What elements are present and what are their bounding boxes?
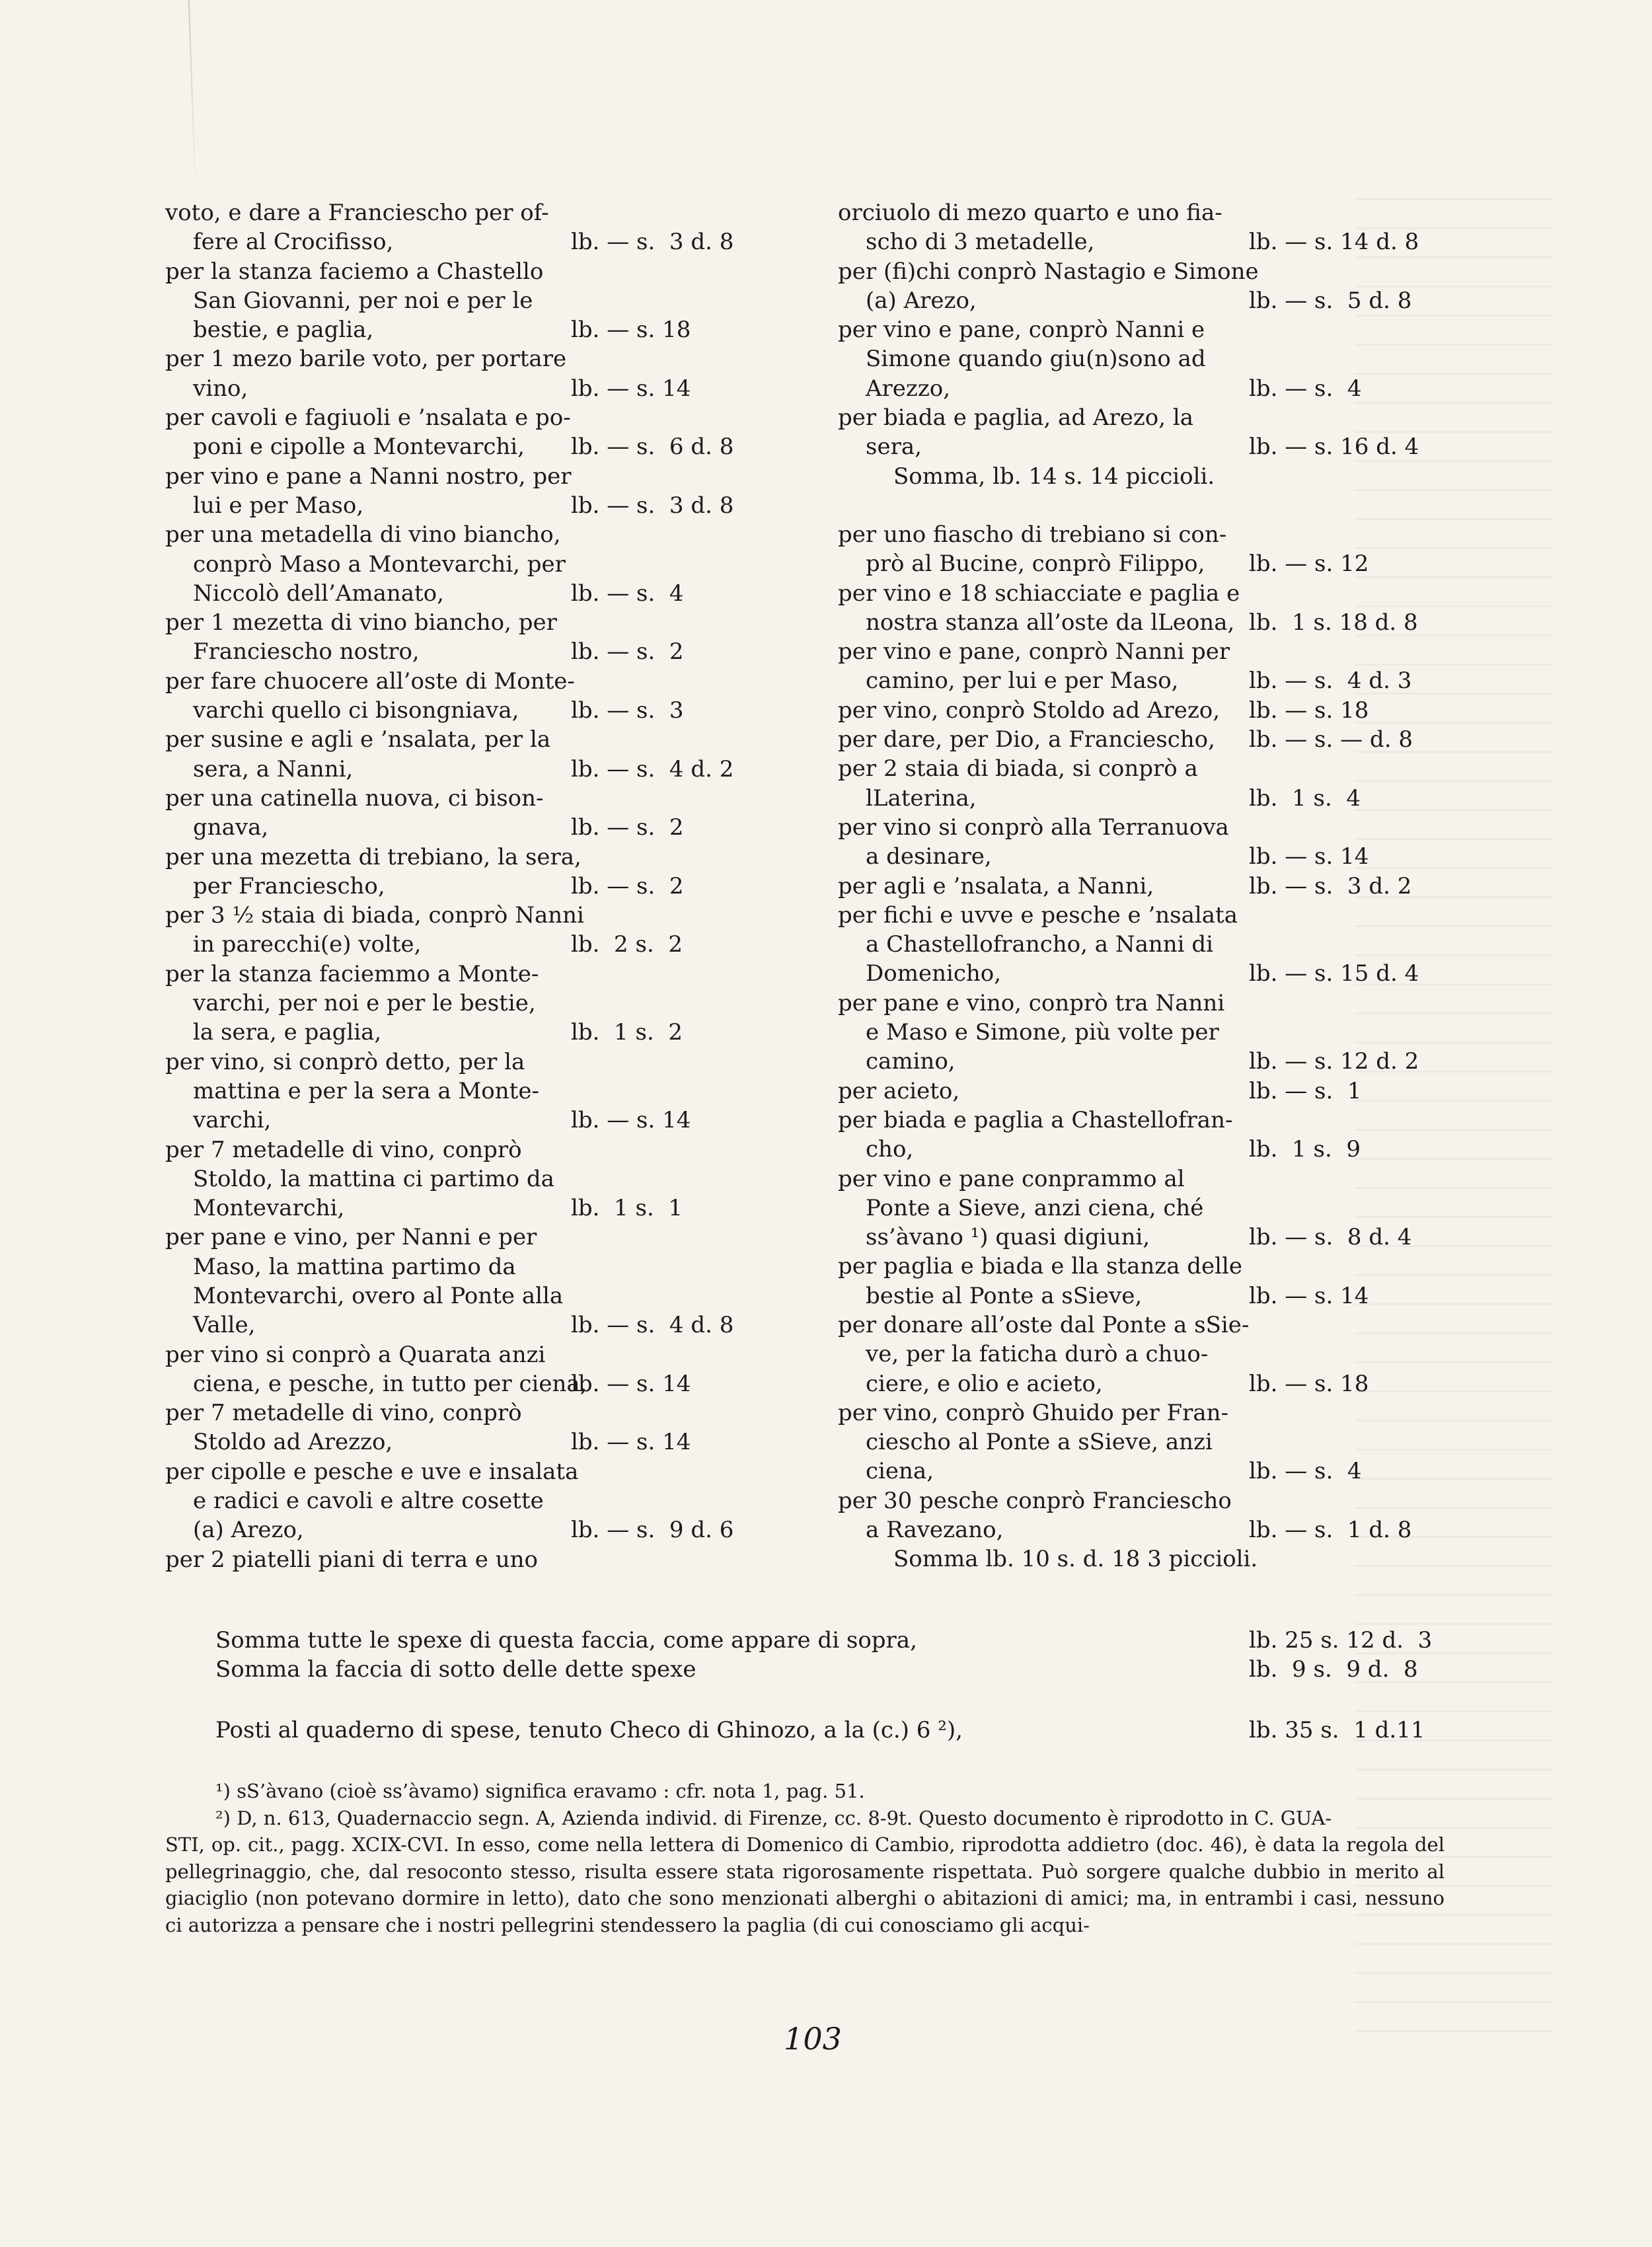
entry-line: per pane e vino, per Nanni e per xyxy=(165,1224,537,1251)
entry-line: camino, xyxy=(866,1048,956,1075)
entry-line: per biada e paglia a Chastellofran- xyxy=(838,1106,1233,1133)
entry-line: vino, xyxy=(193,375,248,402)
entry-amount: lb. — s. 14 xyxy=(571,375,691,402)
entry-line: mattina e per la sera a Monte- xyxy=(193,1077,539,1104)
expense-entry xyxy=(838,872,1499,901)
expense-entry xyxy=(165,462,833,521)
entry-amount: lb. — s. 4 xyxy=(571,580,684,607)
expense-entry xyxy=(165,725,833,784)
expense-entry xyxy=(838,1311,1499,1398)
entry-line: per 7 metadelle di vino, conprò xyxy=(165,1400,522,1427)
expense-entry xyxy=(838,579,1499,638)
expense-entry xyxy=(838,315,1499,403)
entry-line: bestie al Ponte a sSieve, xyxy=(866,1282,1143,1309)
entry-line: (a) Arezo, xyxy=(866,287,977,314)
expense-entry xyxy=(838,257,1499,316)
entry-line: per 1 mezo barile voto, per portare xyxy=(165,346,567,373)
expense-entry xyxy=(838,1164,1499,1252)
subtotal-entry xyxy=(838,462,1499,491)
entry-line: Arezzo, xyxy=(866,375,951,402)
entry-line: per vino e 18 schiacciate e paglia e xyxy=(838,580,1240,607)
expense-entry xyxy=(838,637,1499,696)
entry-line: voto, e dare a Franciescho per of- xyxy=(165,200,549,226)
entry-amount: lb. — s. 2 xyxy=(571,638,684,666)
expense-entry xyxy=(838,198,1499,257)
total-page-below-amount: lb. 9 s. 9 d. 8 xyxy=(1249,1656,1418,1683)
expense-entry xyxy=(165,1340,833,1399)
entry-line: Domenicho, xyxy=(866,960,1002,987)
entry-amount: lb. — s. 4 d. 2 xyxy=(571,755,734,782)
expense-entry xyxy=(165,1223,833,1340)
entry-line: ss’àvano ¹) quasi digiuni, xyxy=(866,1224,1150,1251)
entry-amount: lb. — s. 18 xyxy=(571,317,691,344)
entry-amount: lb. — s. 3 d. 8 xyxy=(571,229,734,256)
entry-line: per 7 metadelle di vino, conprò xyxy=(165,1136,522,1163)
expense-entry xyxy=(165,1047,833,1135)
entry-line: Montevarchi, overo al Ponte alla xyxy=(193,1282,564,1309)
entry-line: per pane e vino, conprò tra Nanni xyxy=(838,989,1225,1016)
entry-line: Somma lb. 10 s. d. 18 3 piccioli. xyxy=(893,1546,1258,1573)
entry-line: per acieto, xyxy=(838,1077,960,1104)
entry-amount: lb. — s. 14 xyxy=(571,1370,691,1397)
total-this-page-amount: lb. 25 s. 12 d. 3 xyxy=(1249,1627,1433,1654)
posted-total-amount: lb. 35 s. 1 d.11 xyxy=(1249,1717,1425,1743)
entry-line: poni e cipolle a Montevarchi, xyxy=(193,434,525,461)
entry-amount: lb. — s. 14 xyxy=(571,1107,691,1134)
entry-amount: lb. — s. 3 d. 8 xyxy=(571,492,734,519)
entry-line: Somma, lb. 14 s. 14 piccioli. xyxy=(893,463,1215,490)
entry-amount: lb. — s. 1 d. 8 xyxy=(1249,1517,1412,1544)
entry-line: per 30 pesche conprò Franciescho xyxy=(838,1487,1232,1514)
expense-entry xyxy=(165,784,833,843)
entry-amount: lb. — s. 18 xyxy=(1249,1370,1369,1397)
entry-line: a desinare, xyxy=(866,843,992,870)
entry-amount: lb. — s. 12 d. 2 xyxy=(1249,1048,1419,1075)
entry-line: per dare, per Dio, a Franciescho, xyxy=(838,726,1215,753)
entry-line: per agli e ’nsalata, a Nanni, xyxy=(838,872,1154,899)
expense-entry xyxy=(165,403,833,462)
entry-line: per paglia e biada e lla stanza delle xyxy=(838,1253,1243,1280)
entry-line: ciena, xyxy=(866,1458,934,1485)
entry-line: ciere, e olio e acieto, xyxy=(866,1370,1103,1397)
entry-line: nostra stanza all’oste da lLeona, xyxy=(866,609,1235,636)
entry-line: per (fi)chi conprò Nastagio e Simone xyxy=(838,258,1259,285)
expense-entry xyxy=(838,813,1499,872)
entry-line: per uno fiascho di trebiano si con- xyxy=(838,521,1227,548)
entry-line: lLaterina, xyxy=(866,784,977,812)
entry-line: per 2 piatelli piani di terra e uno xyxy=(165,1546,539,1573)
entry-line: Franciescho nostro, xyxy=(193,638,420,666)
entry-line: per una metadella di vino biancho, xyxy=(165,521,561,549)
entry-amount: lb. — s. 14 xyxy=(1249,843,1369,870)
entry-line: Stoldo, la mattina ci partimo da xyxy=(193,1165,554,1192)
expense-entry xyxy=(165,960,833,1047)
posted-total-line xyxy=(215,1716,1442,1745)
entry-amount: lb. — s. 2 xyxy=(571,814,684,841)
entry-amount: lb. — s. 9 d. 6 xyxy=(571,1517,734,1544)
entry-line: per vino si conprò a Quarata anzi xyxy=(165,1341,546,1368)
posted-total-label: Posti al quaderno di spese, tenuto Checo di Ghinozo, a la (c.) 6 ²), xyxy=(215,1717,963,1743)
entry-line: per 3 ½ staia di biada, conprò Nanni xyxy=(165,902,584,929)
expense-entry xyxy=(838,989,1499,1077)
entry-line: Valle, xyxy=(193,1312,256,1339)
entry-line: ciena, e pesche, in tutto per ciena, xyxy=(193,1370,587,1397)
entry-amount: lb. — s. 14 d. 8 xyxy=(1249,229,1419,256)
expense-entry xyxy=(838,403,1499,462)
entry-line: per Franciescho, xyxy=(193,872,385,899)
entry-line: per 2 staia di biada, si conprò a xyxy=(838,755,1198,782)
expense-entry xyxy=(838,725,1499,754)
expense-entry xyxy=(838,754,1499,813)
expense-entry xyxy=(165,901,833,960)
entry-line: Ponte a Sieve, anzi ciena, ché xyxy=(866,1194,1204,1221)
entry-amount: lb. — s. 4 xyxy=(1249,1458,1362,1485)
entry-line: e Maso e Simone, più volte per xyxy=(866,1019,1219,1046)
entry-line: per vino e pane a Nanni nostro, per xyxy=(165,463,572,490)
entry-line: sera, a Nanni, xyxy=(193,755,354,782)
expense-entry xyxy=(838,1077,1499,1106)
entry-line: (a) Arezo, xyxy=(193,1517,304,1544)
expense-entry xyxy=(165,1545,833,1574)
expense-entry xyxy=(838,1252,1499,1311)
entry-line: fere al Crocifisso, xyxy=(193,229,394,256)
entry-line: cho, xyxy=(866,1136,914,1163)
entry-line: per 1 mezetta di vino biancho, per xyxy=(165,609,557,636)
entry-line: varchi, per noi e per le bestie, xyxy=(193,990,536,1017)
entry-amount: lb. — s. — d. 8 xyxy=(1249,726,1413,753)
entry-amount: lb. 2 s. 2 xyxy=(571,931,683,958)
entry-line: per cavoli e fagiuoli e ’nsalata e po- xyxy=(165,404,571,432)
total-this-page-label: Somma tutte le spexe di questa faccia, come appare di sopra, xyxy=(215,1627,917,1654)
entry-line: varchi quello ci bisongniava, xyxy=(193,697,519,724)
entry-amount: lb. — s. 8 d. 4 xyxy=(1249,1224,1412,1251)
entry-line: conprò Maso a Montevarchi, per xyxy=(193,551,566,578)
entry-line: per la stanza faciemo a Chastello xyxy=(165,258,544,285)
entry-line: per una catinella nuova, ci bison- xyxy=(165,784,544,812)
entry-amount: lb. — s. 4 xyxy=(1249,375,1362,402)
entry-amount: lb. — s. 14 xyxy=(1249,1282,1369,1309)
entry-line: per una mezetta di trebiano, la sera, xyxy=(165,843,582,870)
expense-entry xyxy=(165,667,833,726)
entry-line: ciescho al Ponte a sSieve, anzi xyxy=(866,1429,1213,1456)
entry-line: lui e per Maso, xyxy=(193,492,364,519)
expense-entry xyxy=(165,520,833,608)
footnote-2-continuation: STI, op. cit., pagg. XCIX-CVI. In esso, come nella lettera di Domenico di Cambio, riprodotta addietro (doc. 46), è data la regola del pellegrinaggio, che, dal resoconto stesso, risulta essere stata rigorosamente rispettata. Può sorgere qualche dubbio in merito al giaciglio (non potevano dormire in letto), dato che sono menzionati alberghi o abitazioni di amici; ma, in entrambi i casi, nessuno ci autorizza a pensare che i nostri pellegrini stendessero la paglia (di cui conosciamo gli acqui- xyxy=(165,1833,1445,1936)
entry-line: per vino, conprò Ghuido per Fran- xyxy=(838,1399,1229,1426)
expense-entry xyxy=(165,1135,833,1223)
entry-line: per la stanza faciemmo a Monte- xyxy=(165,960,539,987)
entry-amount: lb. 1 s. 1 xyxy=(571,1195,683,1222)
entry-line: prò al Bucine, conprò Filippo, xyxy=(866,551,1205,578)
entry-line: per donare all’oste dal Ponte a sSie- xyxy=(838,1311,1250,1338)
expense-entry xyxy=(165,344,833,403)
entry-line: Stoldo ad Arezzo, xyxy=(193,1429,393,1456)
entry-line: per vino e pane, conprò Nanni per xyxy=(838,638,1230,666)
entry-amount: lb. — s. 4 d. 3 xyxy=(1249,667,1412,695)
entry-line: la sera, e paglia, xyxy=(193,1019,382,1046)
entry-line: gnava, xyxy=(193,814,269,841)
entry-line: bestie, e paglia, xyxy=(193,317,374,344)
expense-entry xyxy=(165,1398,833,1457)
expense-entry xyxy=(838,901,1499,989)
entry-line: in parecchi(e) volte, xyxy=(193,931,422,958)
entry-line: Niccolò dell’Amanato, xyxy=(193,580,444,607)
expense-entry xyxy=(165,608,833,667)
entry-line: varchi, xyxy=(193,1107,272,1134)
total-page-below-line xyxy=(215,1655,1442,1684)
entry-amount: lb. — s. 14 xyxy=(571,1429,691,1456)
expense-column-left xyxy=(165,198,833,1574)
entry-line: Simone quando giu(n)sono ad xyxy=(866,346,1206,373)
page-number: 103 xyxy=(784,2021,842,2057)
entry-line: camino, per lui e per Maso, xyxy=(866,667,1179,695)
footnote-2-first-line: ²) D, n. 613, Quadernaccio segn. A, Azienda individ. di Firenze, cc. 8-9t. Questo documento è riprodotto in C. GUA- xyxy=(215,1806,1332,1829)
expense-entry xyxy=(165,198,833,257)
entry-line: per cipolle e pesche e uve e insalata xyxy=(165,1458,579,1485)
entry-line: sera, xyxy=(866,434,922,461)
entry-line: per susine e agli e ’nsalata, per la xyxy=(165,726,551,753)
expense-entry xyxy=(165,843,833,901)
expense-entry xyxy=(838,1398,1499,1486)
expense-column-right xyxy=(838,198,1499,1574)
entry-amount: lb. — s. 12 xyxy=(1249,551,1369,578)
total-page-below-label: Somma la faccia di sotto delle dette spexe xyxy=(215,1656,696,1683)
entry-amount: lb. — s. 6 d. 8 xyxy=(571,434,734,461)
entry-line: ve, per la faticha durò a chuo- xyxy=(866,1341,1209,1368)
entry-amount: lb. — s. 15 d. 4 xyxy=(1249,960,1419,987)
entry-line: per fichi e uvve e pesche e ’nsalata xyxy=(838,901,1238,929)
entry-line: per vino, si conprò detto, per la xyxy=(165,1048,525,1075)
entry-amount: lb. — s. 4 d. 8 xyxy=(571,1312,734,1339)
entry-amount: lb. — s. 3 d. 2 xyxy=(1249,872,1412,899)
entry-line: per biada e paglia, ad Arezo, la xyxy=(838,404,1193,432)
entry-line: a Ravezano, xyxy=(866,1517,1004,1544)
expense-entry xyxy=(838,1486,1499,1545)
expense-entry xyxy=(838,696,1499,725)
entry-line: per vino, conprò Stoldo ad Arezo, xyxy=(838,697,1220,724)
expense-entry xyxy=(838,520,1499,579)
entry-line: orciuolo di mezo quarto e uno fia- xyxy=(838,200,1222,226)
entry-amount: lb. 1 s. 18 d. 8 xyxy=(1249,609,1418,636)
footnotes xyxy=(165,1778,1445,1938)
entry-amount: lb. — s. 2 xyxy=(571,872,684,899)
entry-amount: lb. 1 s. 2 xyxy=(571,1019,683,1046)
footnote-1: ¹) sS’àvano (cioè ss’àvamo) significa eravamo : cfr. nota 1, pag. 51. xyxy=(215,1780,865,1802)
entry-line: e radici e cavoli e altre cosette xyxy=(193,1488,544,1515)
entry-amount: lb. 1 s. 4 xyxy=(1249,784,1361,812)
entry-line: Montevarchi, xyxy=(193,1195,345,1222)
entry-amount: lb. — s. 1 xyxy=(1249,1077,1362,1104)
entry-amount: lb. — s. 18 xyxy=(1249,697,1369,724)
entry-line: per fare chuocere all’oste di Monte- xyxy=(165,667,575,695)
expense-entry xyxy=(838,1106,1499,1164)
entry-amount: lb. 1 s. 9 xyxy=(1249,1136,1361,1163)
subtotal-entry xyxy=(838,1544,1499,1574)
entry-amount: lb. — s. 5 d. 8 xyxy=(1249,287,1412,314)
entry-line: per vino e pane conprammo al xyxy=(838,1165,1185,1192)
expense-entry xyxy=(165,257,833,345)
entry-line: per vino e pane, conprò Nanni e xyxy=(838,317,1205,344)
entry-line: a Chastellofrancho, a Nanni di xyxy=(866,931,1213,958)
entry-amount: lb. — s. 3 xyxy=(571,697,684,724)
entry-line: San Giovanni, per noi e per le xyxy=(193,287,533,314)
expense-entry xyxy=(165,1457,833,1545)
paper-crease xyxy=(188,0,196,198)
entry-line: per vino si conprò alla Terranuova xyxy=(838,814,1229,841)
entry-amount: lb. — s. 16 d. 4 xyxy=(1249,434,1419,461)
entry-line: Maso, la mattina partimo da xyxy=(193,1253,516,1280)
entry-line: scho di 3 metadelle, xyxy=(866,229,1095,256)
total-this-page-line xyxy=(215,1626,1442,1655)
